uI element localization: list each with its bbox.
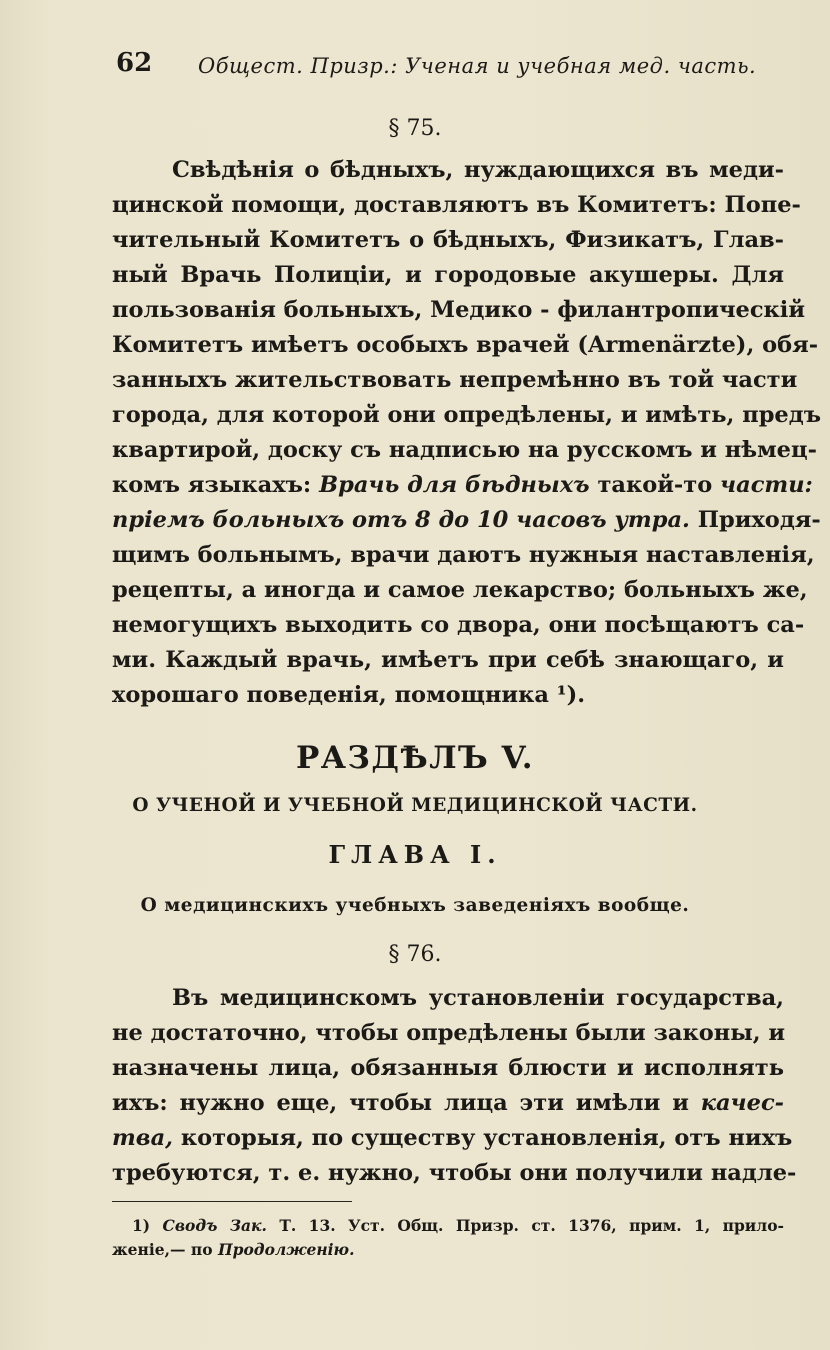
text-line: немогущихъ выходить со двора, они посѣщаютъ са-: [112, 612, 805, 638]
text-run: такой-то: [589, 472, 721, 498]
text-line: хорошаго поведенія, помощника ¹).: [112, 682, 586, 708]
italic-run: Сводъ Зак.: [162, 1216, 267, 1235]
italic-run: тва,: [112, 1125, 173, 1151]
text-line: города, для которой они опредѣлены, и имѣть, предъ: [112, 402, 821, 428]
page-number: 62: [116, 48, 153, 78]
text-line: [112, 505, 821, 535]
italic-run: части:: [720, 472, 813, 498]
italic-run: пріемъ больныхъ отъ 8 до 10 часовъ утра.: [112, 507, 690, 533]
chapter-title: ГЛАВА I.: [328, 840, 502, 869]
text-run: Приходя-: [689, 507, 821, 533]
text-run: комъ языкахъ:: [112, 472, 320, 498]
text-run: Т. 13. Уст. Общ. Призр. ст. 1376, прим. 1, прило-: [266, 1216, 784, 1235]
text-line: пользованія больныхъ, Медико - филантропическій: [112, 297, 806, 323]
footnote-rule: [112, 1201, 352, 1202]
footnote-marker: 1): [132, 1216, 151, 1235]
italic-run: Продолженію.: [217, 1240, 355, 1259]
chapter-heading: О медицинскихъ учебныхъ заведеніяхъ вообще.: [140, 895, 690, 916]
text-line: не достаточно, чтобы опредѣлены были законы, и: [112, 1020, 786, 1046]
text-line: ми. Каждый врачь, имѣетъ при себѣ знающаго, и: [112, 647, 784, 673]
text-line: ный Врачь Полиціи, и городовые акушеры. Для: [112, 262, 784, 288]
footnote-line: [112, 1238, 784, 1262]
text-run: ихъ: нужно еще, чтобы лица эти имѣли и: [112, 1090, 701, 1116]
footnote-line: [132, 1214, 784, 1238]
text-line: чительный Комитетъ о бѣдныхъ, Физикатъ, Глав-: [112, 227, 784, 253]
section-mark-76: § 76.: [388, 942, 442, 967]
text-line: цинской помощи, доставляютъ въ Комитетъ: Попе-: [112, 192, 801, 218]
text-line: Комитетъ имѣетъ особыхъ врачей (Armenärzte), обя-: [112, 332, 819, 358]
italic-run: Врачь для бѣдныхъ: [319, 472, 590, 498]
part-subtitle: О УЧЕНОЙ И УЧЕБНОЙ МЕДИЦИНСКОЙ ЧАСТИ.: [132, 795, 698, 816]
text-line: Свѣдѣнія о бѣдныхъ, нуждающихся въ меди-: [172, 157, 784, 183]
running-head: Общест. Призр.: Ученая и учебная мед. часть.: [198, 54, 757, 78]
text-line: [112, 470, 813, 500]
text-line: назначены лица, обязанныя блюсти и исполнять: [112, 1055, 784, 1081]
text-line: [112, 1123, 793, 1153]
text-run: которыя, по существу установленія, отъ нихъ: [173, 1125, 793, 1151]
text-line: квартирой, доску съ надписью на русскомъ и нѣмец-: [112, 437, 817, 463]
page-header: [112, 48, 757, 88]
section-mark-75: § 75.: [388, 116, 442, 141]
part-title: РАЗДѢЛЪ V.: [295, 740, 535, 776]
italic-run: качес-: [700, 1090, 784, 1116]
text-line: требуются, т. е. нужно, чтобы они получили надле-: [112, 1160, 797, 1186]
text-line: Въ медицинскомъ установленіи государства,: [172, 985, 784, 1011]
text-line: рецепты, а иногда и самое лекарство; больныхъ же,: [112, 577, 808, 603]
text-line: щимъ больнымъ, врачи даютъ нужныя наставленія,: [112, 542, 815, 568]
text-line: [112, 1088, 784, 1118]
text-line: занныхъ жительствовать непремѣнно въ той части: [112, 367, 798, 393]
text-run: женіе,— по: [112, 1240, 218, 1259]
